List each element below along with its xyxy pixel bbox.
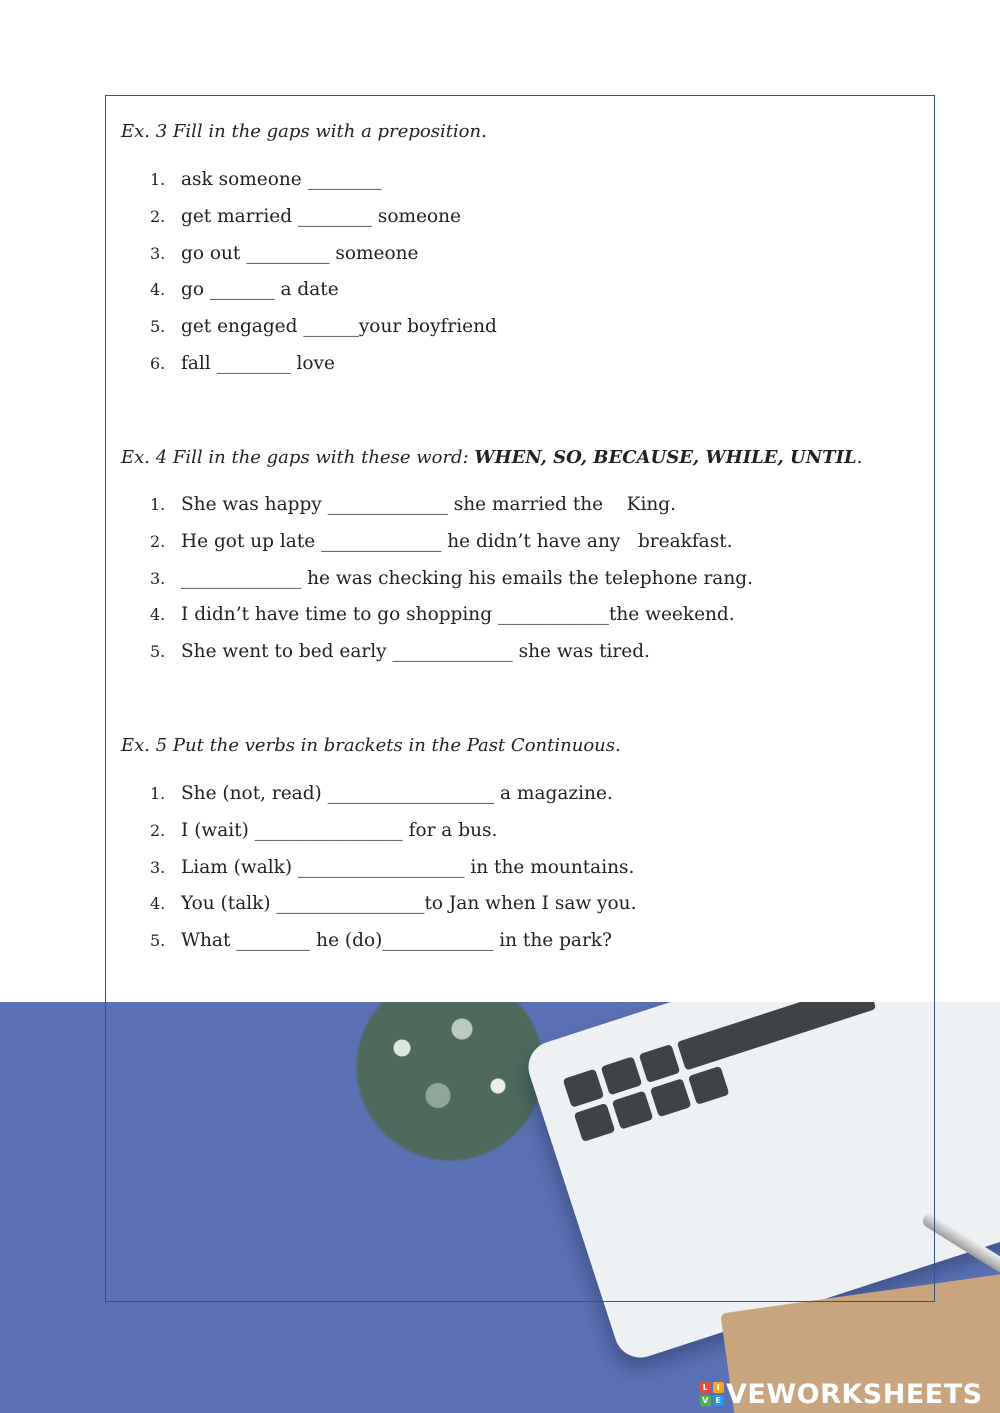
item-number: 3. [150, 243, 166, 263]
item-text: get engaged ______your boyfriend [181, 316, 497, 338]
item-text: I didn’t have time to go shopping ____________the weekend. [181, 604, 735, 626]
list-item [150, 487, 753, 524]
item-text: She was happy _____________ she married the King. [181, 494, 677, 515]
list-item [150, 309, 497, 346]
ex4-title-prefix: Ex. 4 Fill in the gaps with these word: [121, 447, 475, 468]
ex5-title: Ex. 5 Put the verbs in brackets in the Past Continuous. [121, 735, 621, 756]
list-item [150, 634, 753, 671]
list-item [150, 561, 753, 598]
item-number: 3. [150, 568, 166, 588]
item-number: 4. [150, 280, 166, 300]
item-text: get married ________ someone [181, 205, 461, 227]
item-text: She went to bed early _____________ she was tired. [181, 641, 650, 663]
item-number: 5. [150, 931, 166, 951]
ex4-list [150, 487, 753, 671]
ex5-list [150, 776, 636, 960]
item-number: 2. [150, 820, 166, 840]
list-item [150, 886, 636, 923]
list-item [150, 162, 497, 199]
list-item [150, 850, 636, 887]
list-item [150, 813, 636, 850]
item-number: 2. [150, 531, 166, 551]
item-number: 5. [150, 642, 166, 662]
list-item [150, 776, 636, 813]
item-number: 4. [150, 894, 166, 914]
list-item [150, 199, 497, 236]
item-text: ask someone ________ [181, 169, 382, 190]
ex4-title [121, 447, 862, 468]
item-text: What ________ he (do)____________ in the park? [181, 930, 612, 952]
list-item [150, 524, 753, 561]
item-text: _____________ he was checking his emails the telephone rang. [181, 567, 753, 589]
list-item [150, 923, 636, 960]
item-text: go _______ a date [181, 279, 339, 301]
item-text: I (wait) ________________ for a bus. [181, 819, 498, 841]
list-item [150, 272, 497, 309]
item-text: fall ________ love [181, 352, 335, 374]
item-number: 1. [150, 784, 166, 803]
ex3-list [150, 162, 497, 383]
ex4-title-words: WHEN, SO, BECAUSE, WHILE, UNTIL [474, 447, 857, 468]
list-item [150, 597, 753, 634]
list-item [150, 236, 497, 273]
item-text: He got up late _____________ he didn’t have any breakfast. [181, 530, 733, 552]
logo-mark-icon: L I V E [700, 1382, 724, 1406]
item-text: She (not, read) __________________ a magazine. [181, 783, 613, 804]
list-item [150, 346, 497, 383]
ex3-title: Ex. 3 Fill in the gaps with a preposition. [121, 121, 487, 142]
liveworksheets-logo[interactable] [700, 1378, 983, 1410]
item-number: 1. [150, 495, 166, 514]
item-text: go out _________ someone [181, 242, 419, 264]
item-text: Liam (walk) __________________ in the mountains. [181, 856, 635, 878]
item-number: 2. [150, 206, 166, 226]
item-text: You (talk) ________________to Jan when I saw you. [181, 893, 637, 915]
item-number: 5. [150, 317, 166, 337]
item-number: 1. [150, 170, 166, 189]
item-number: 3. [150, 857, 166, 877]
item-number: 4. [150, 605, 166, 625]
logo-text: VEWORKSHEETS [726, 1378, 983, 1410]
item-number: 6. [150, 353, 166, 373]
ex4-title-suffix: . [856, 447, 863, 468]
